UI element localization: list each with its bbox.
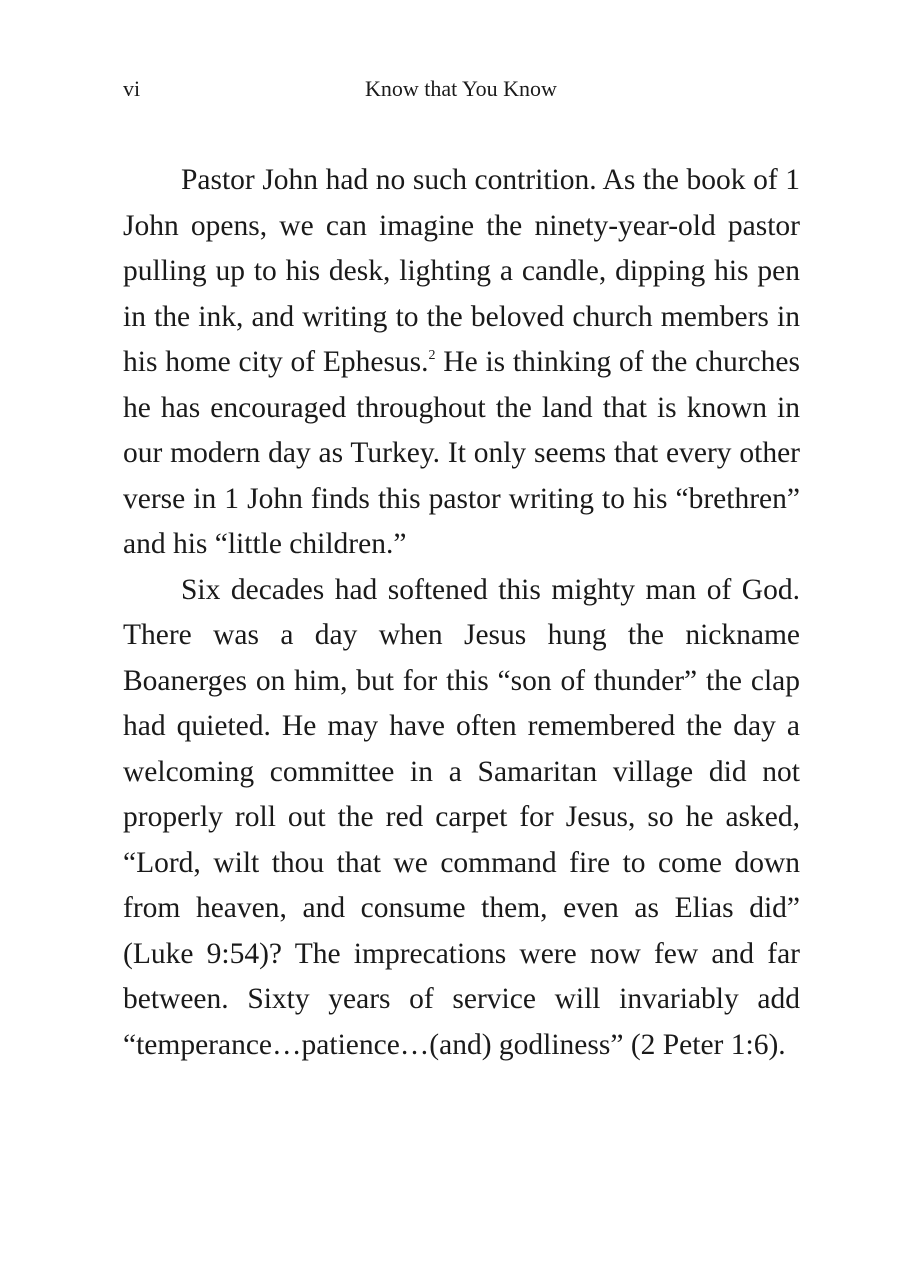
running-head <box>0 74 922 104</box>
paragraph <box>123 158 800 568</box>
paragraph-text: Pastor John had no such contrition. As the book of 1 John opens, we can imagine the ninety-year-old pastor pulling up to his desk, lighting a candle, dipping his pen in the ink, and writing to the beloved church members in his home city of Ephesus. <box>123 164 800 378</box>
paragraph-text: He is thinking of the churches he has encouraged throughout the land that is known in our modern day as Turkey. It only seems that every other verse in 1 John finds this pastor writing to his “brethren” and his “little children.” <box>123 346 800 560</box>
page-number: vi <box>123 76 141 101</box>
paragraph-text: Six decades had softened this mighty man of God. There was a day when Jesus hung the nickname Boanerges on him, but for this “son of thunder” the clap had quieted. He may have often remembered the day a welcoming committee in a Samaritan village did not properly roll out the red carpet for Jesus, so he asked, “Lord, wilt thou that we command fire to come down from heaven, and consume them, even as Elias did” (Luke 9:54)? The imprecations were now few and far between. Sixty years of service will invariably add “temperance…patience…(and) godliness” (2 Peter 1:6). <box>123 573 800 1061</box>
paragraph <box>123 568 800 1069</box>
footnote-reference[interactable]: 2 <box>428 348 436 363</box>
book-title: Know that You Know <box>365 76 557 101</box>
body-text <box>123 158 800 1068</box>
